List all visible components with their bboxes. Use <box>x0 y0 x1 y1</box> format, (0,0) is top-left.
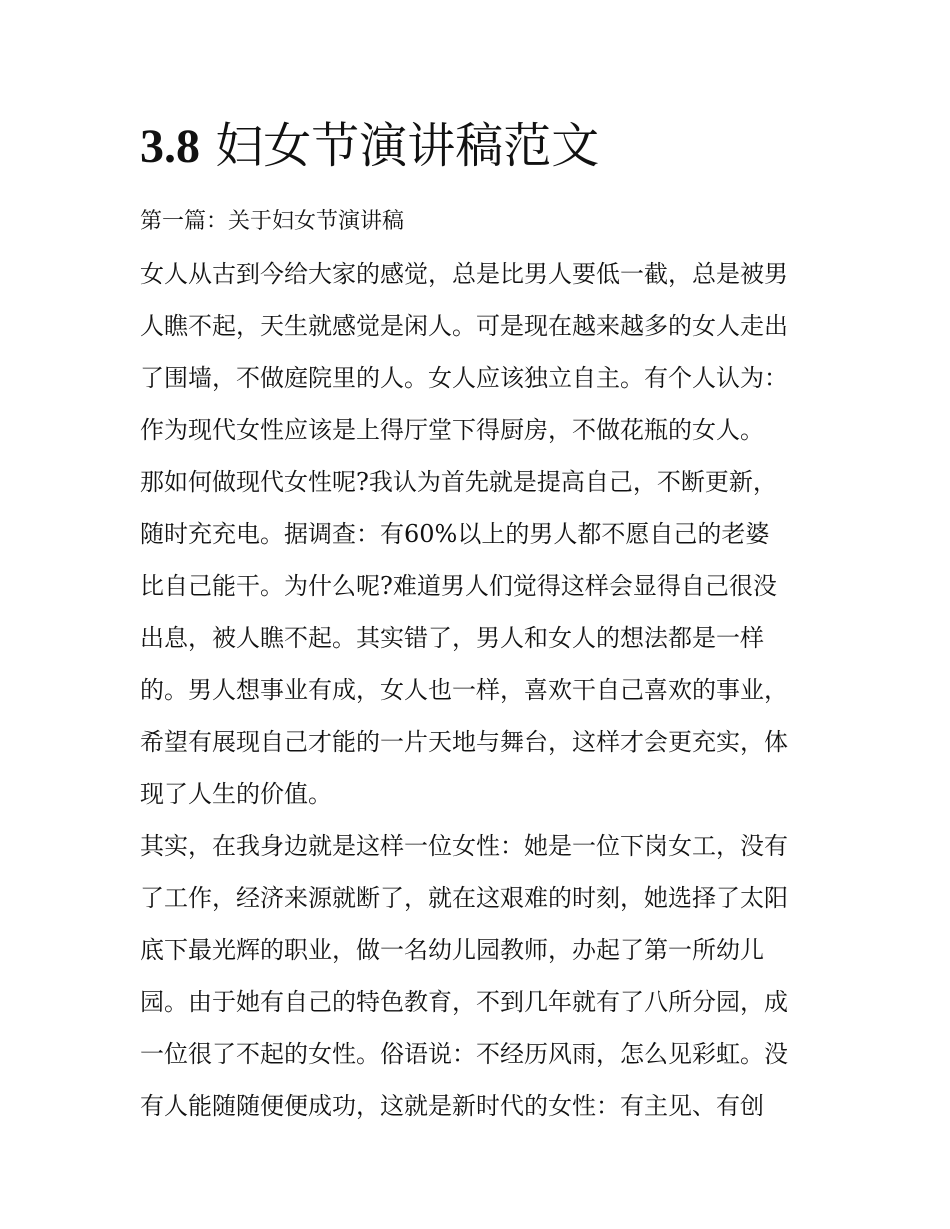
document-title <box>140 116 599 177</box>
paragraph-line: 了围墙，不做庭院里的人。女人应该独立自主。有个人认为： <box>140 364 788 392</box>
paragraph-line: 一位很了不起的女性。俗语说：不经历风雨，怎么见彩虹。没 <box>140 1040 788 1068</box>
paragraph-line: 现了人生的价值。 <box>140 780 332 808</box>
paragraph-line: 作为现代女性应该是上得厅堂下得厨房，不做花瓶的女人。 <box>140 416 764 444</box>
paragraph-line: 底下最光辉的职业，做一名幼儿园教师，办起了第一所幼儿 <box>140 936 764 964</box>
paragraph-line: 了工作，经济来源就断了，就在这艰难的时刻，她选择了太阳 <box>140 884 788 912</box>
paragraph-line: 那如何做现代女性呢?我认为首先就是提高自己，不断更新， <box>140 468 777 496</box>
paragraph-line: 园。由于她有自己的特色教育，不到几年就有了八所分园，成 <box>140 988 788 1016</box>
paragraph-line: 女人从古到今给大家的感觉，总是比男人要低一截，总是被男 <box>140 260 788 288</box>
paragraph-line: 希望有展现自己才能的一片天地与舞台，这样才会更充实，体 <box>140 728 788 756</box>
paragraph-line: 其实，在我身边就是这样一位女性：她是一位下岗女工，没有 <box>140 832 788 860</box>
paragraph-line: 人瞧不起，天生就感觉是闲人。可是现在越来越多的女人走出 <box>140 312 788 340</box>
section-heading: 第一篇：关于妇女节演讲稿 <box>140 209 405 234</box>
paragraph-line: 出息，被人瞧不起。其实错了，男人和女人的想法都是一样 <box>140 624 764 652</box>
title-number: 3.8 <box>140 120 200 173</box>
paragraph-line: 的。男人想事业有成，女人也一样，喜欢干自己喜欢的事业， <box>140 676 788 704</box>
paragraph-line: 比自己能干。为什么呢?难道男人们觉得这样会显得自己很没 <box>140 572 777 600</box>
paragraph-line: 随时充充电。据调查：有60%以上的男人都不愿自己的老婆 <box>140 520 770 548</box>
paragraph-line: 有人能随随便便成功，这就是新时代的女性：有主见、有创 <box>140 1092 764 1120</box>
title-text: 妇女节演讲稿范文 <box>215 118 600 174</box>
